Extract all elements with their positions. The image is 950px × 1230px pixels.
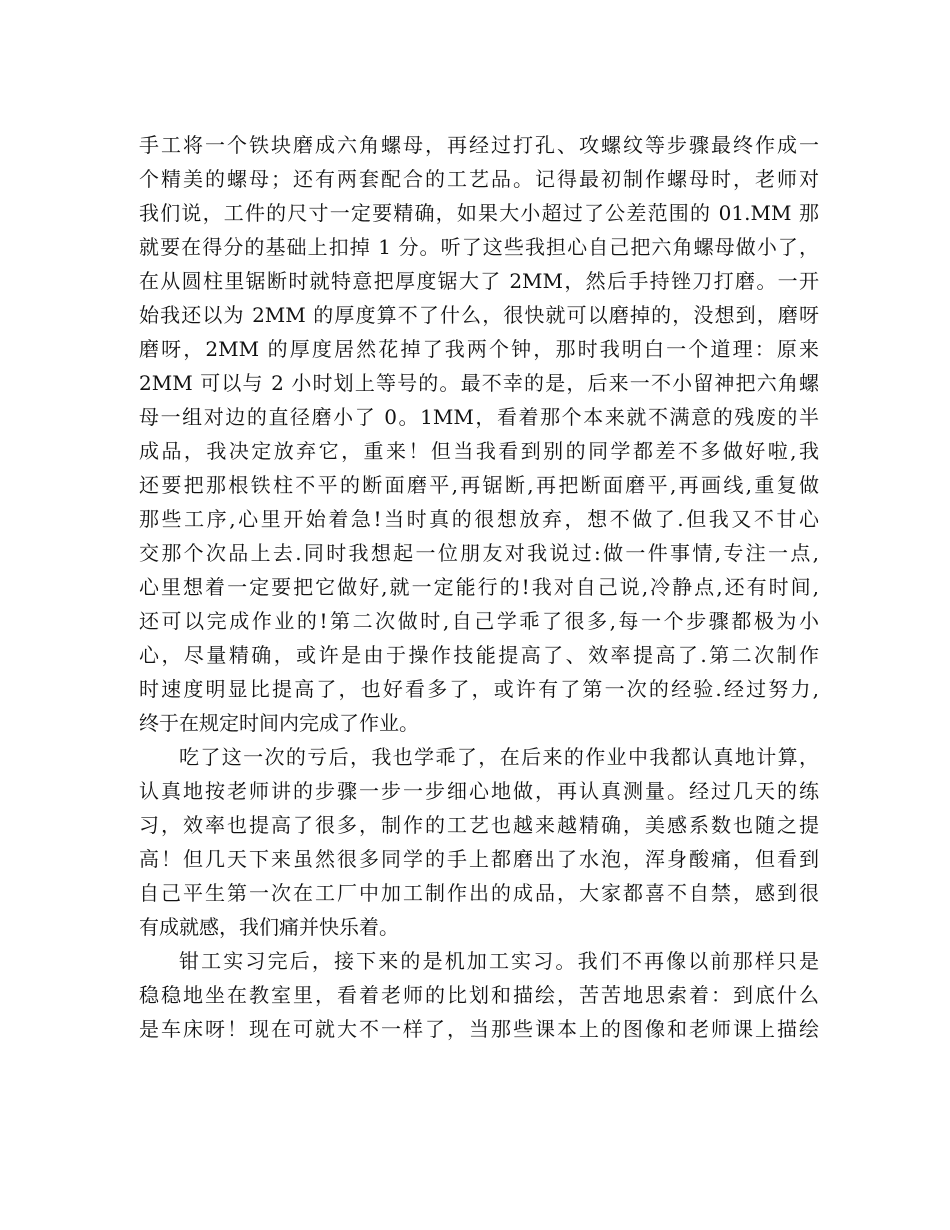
text-line: 在从圆柱里锯断时就特意把厚度锯大了 2MM，然后手持锉刀打磨。一开: [139, 269, 819, 293]
text-line: 吃了这一次的亏后，我也学乖了，在后来的作业中我都认真地计算，: [179, 745, 819, 769]
text-line: 交那个次品上去.同时我想起一位朋友对我说过:做一件事情,专注一点,: [139, 541, 819, 565]
text-line: 心，尽量精确，或许是由于操作技能提高了、效率提高了.第二次制作: [139, 643, 819, 667]
text-line: 成品，我决定放弃它，重来！但当我看到别的同学都差不多做好啦,我: [139, 439, 819, 463]
text-line: 磨呀，2MM 的厚度居然花掉了我两个钟，那时我明白一个道理：原来: [139, 337, 819, 361]
text-line: 心里想着一定要把它做好,就一定能行的!我对自己说,冷静点,还有时间,: [139, 575, 819, 599]
text-line: 认真地按老师讲的步骤一步一步细心地做，再认真测量。经过几天的练: [139, 779, 819, 803]
text-line: 自己平生第一次在工厂中加工制作出的成品，大家都喜不自禁，感到很: [139, 881, 819, 905]
text-line: 高！但几天下来虽然很多同学的手上都磨出了水泡，浑身酸痛，但看到: [139, 847, 819, 871]
text-line: 习，效率也提高了很多，制作的工艺也越来越精确，美感系数也随之提: [139, 813, 819, 837]
paragraph-3: [139, 944, 819, 1046]
text-line: 手工将一个铁块磨成六角螺母，再经过打孔、攻螺纹等步骤最终作成一: [139, 133, 819, 157]
text-line: 钳工实习完后，接下来的是机加工实习。我们不再像以前那样只是: [179, 949, 819, 973]
text-line: 稳稳地坐在教室里，看着老师的比划和描绘，苦苦地思索着：到底什么: [139, 983, 819, 1007]
paragraph-1: [139, 128, 819, 740]
text-line: 时速度明显比提高了，也好看多了，或许有了第一次的经验.经过努力,: [139, 677, 819, 701]
document-body: [139, 128, 819, 1046]
text-line: 终于在规定时间内完成了作业。: [139, 711, 419, 735]
text-line: 我们说，工件的尺寸一定要精确，如果大小超过了公差范围的 01.MM 那: [139, 201, 819, 225]
text-line: 就要在得分的基础上扣掉 1 分。听了这些我担心自己把六角螺母做小了，: [139, 235, 819, 259]
text-line: 母一组对边的直径磨小了 0。1MM，看着那个本来就不满意的残废的半: [139, 405, 819, 429]
text-line: 个精美的螺母；还有两套配合的工艺品。记得最初制作螺母时，老师对: [139, 167, 819, 191]
text-line: 2MM 可以与 2 小时划上等号的。最不幸的是，后来一不小留神把六角螺: [139, 371, 819, 395]
text-line: 那些工序,心里开始着急!当时真的很想放弃，想不做了.但我又不甘心: [139, 507, 819, 531]
text-line: 是车床呀！现在可就大不一样了，当那些课本上的图像和老师课上描绘: [139, 1017, 819, 1041]
text-line: 还要把那根铁柱不平的断面磨平,再锯断,再把断面磨平,再画线,重复做: [139, 473, 819, 497]
text-line: 有成就感，我们痛并快乐着。: [139, 915, 399, 939]
paragraph-2: [139, 740, 819, 944]
text-line: 始我还以为 2MM 的厚度算不了什么，很快就可以磨掉的，没想到，磨呀: [139, 303, 819, 327]
text-line: 还可以完成作业的!第二次做时,自己学乖了很多,每一个步骤都极为小: [139, 609, 819, 633]
